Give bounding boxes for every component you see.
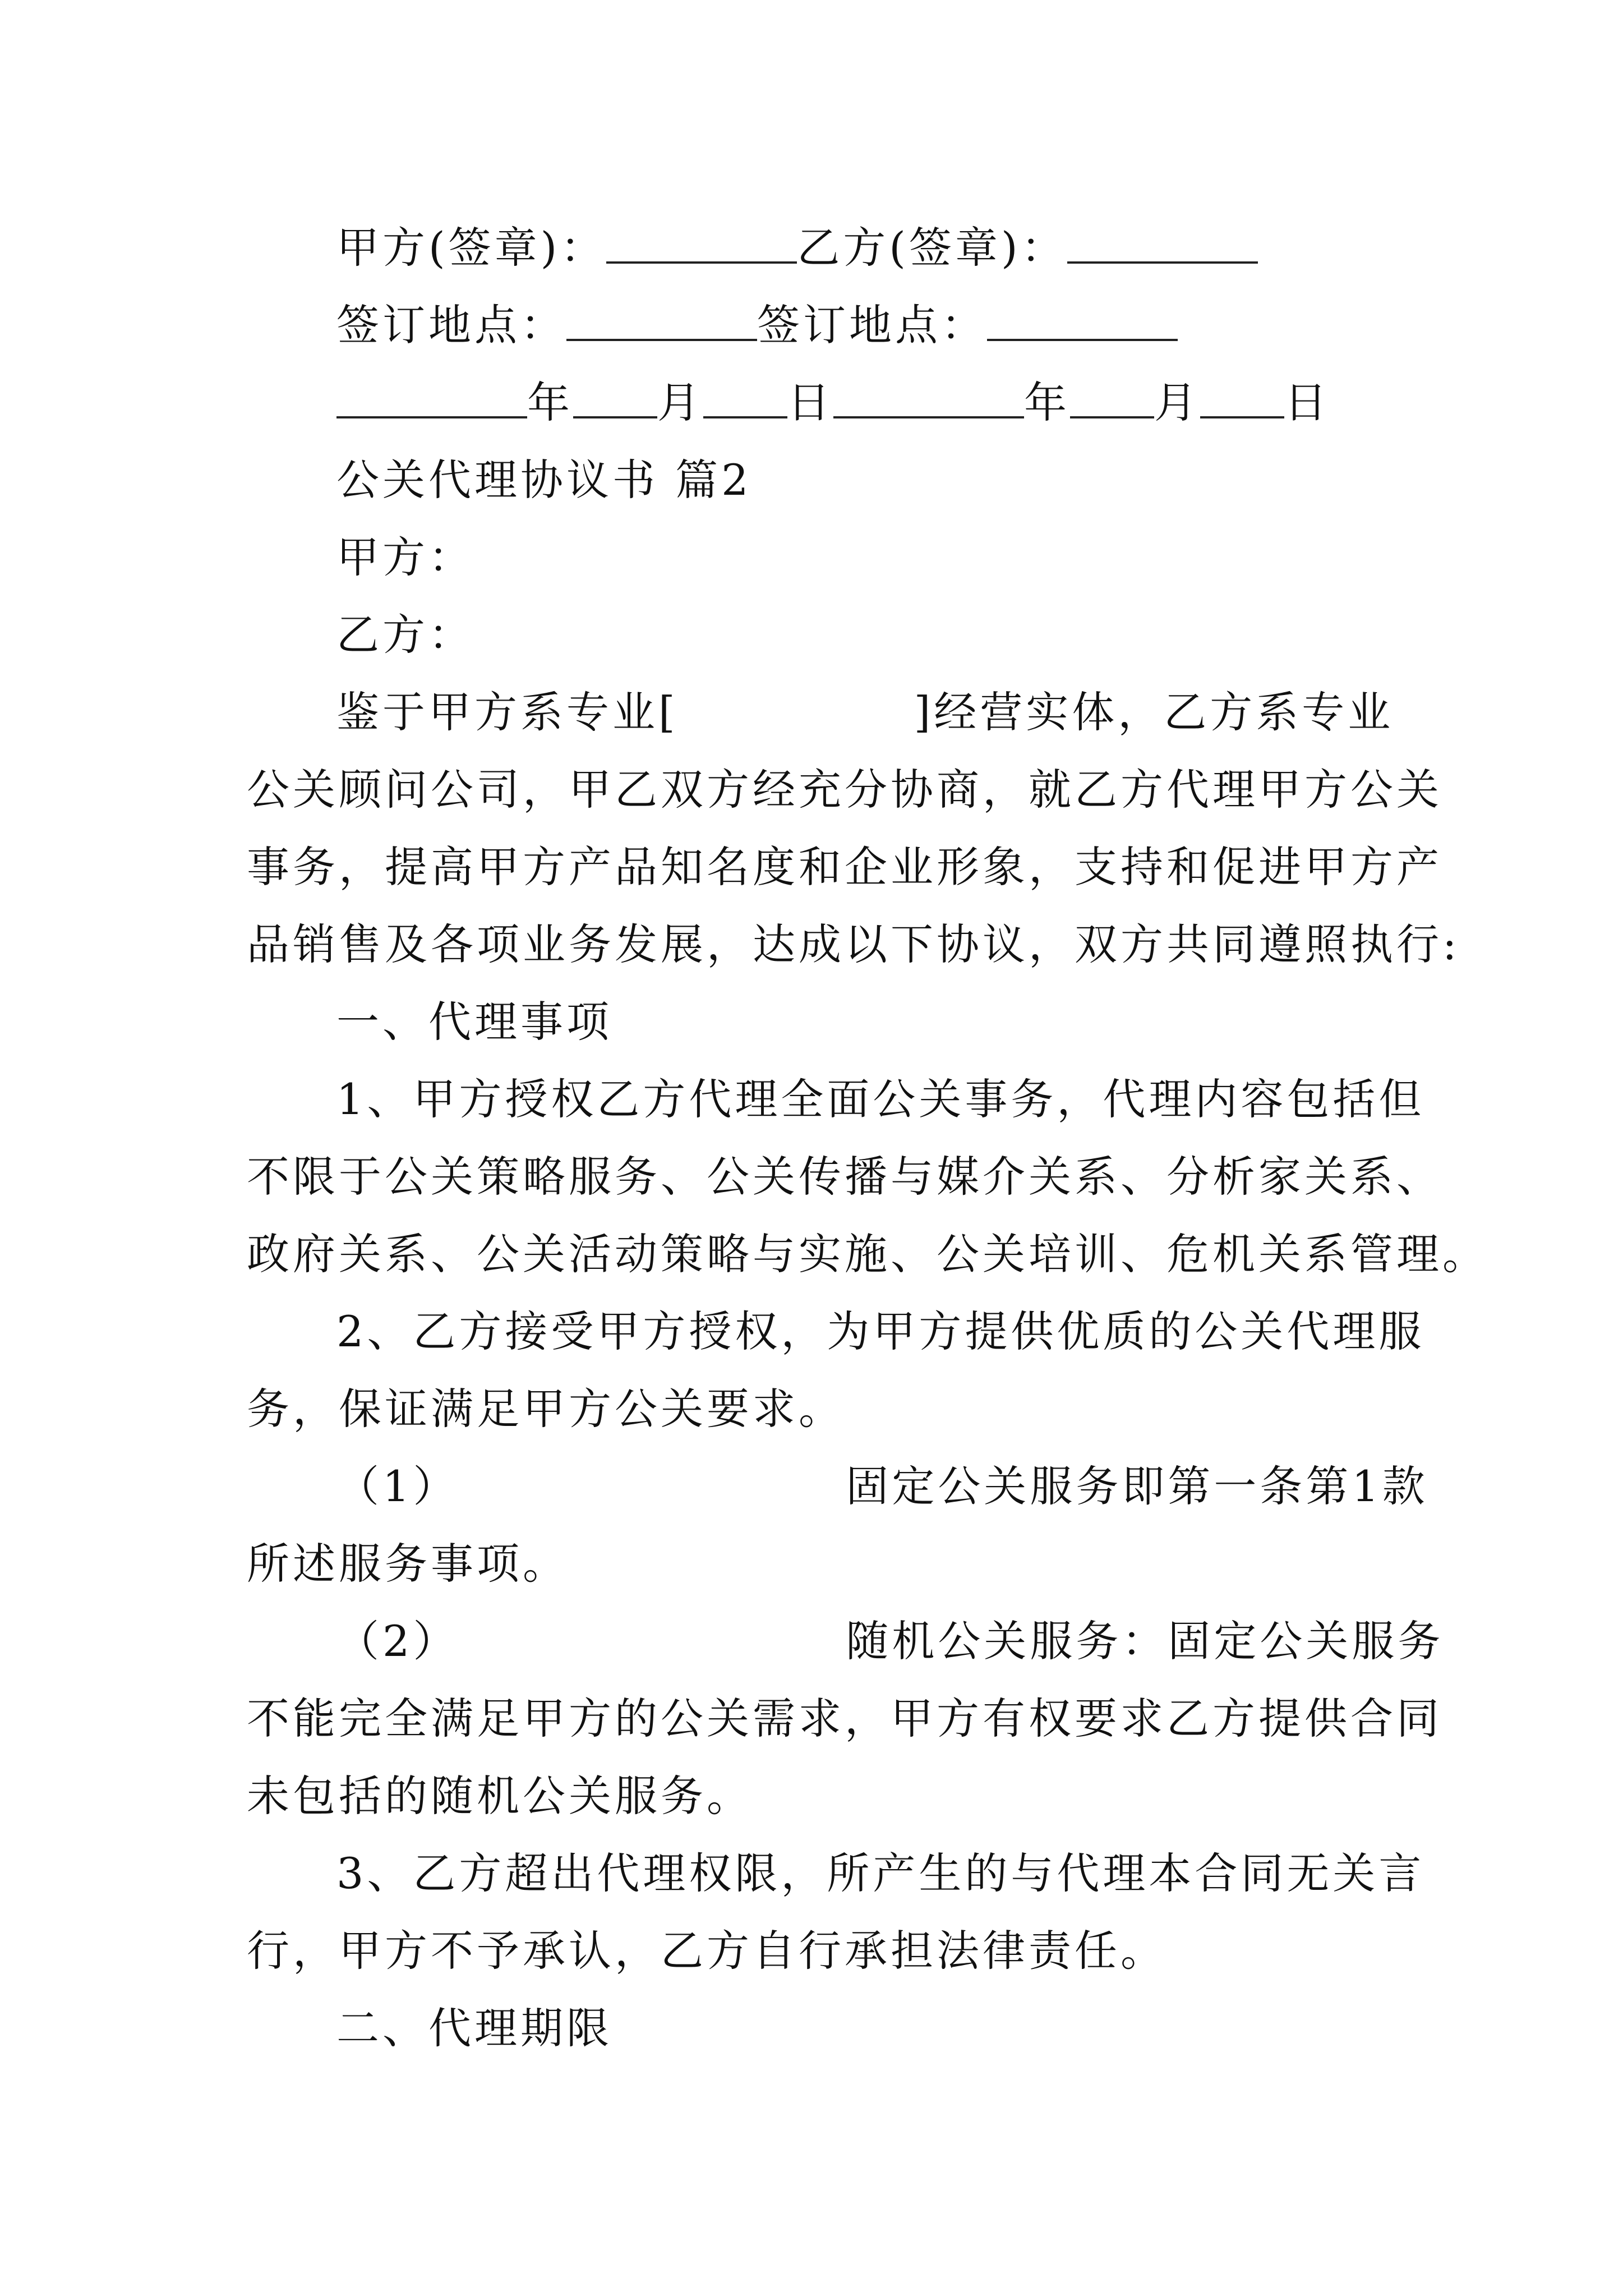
item1-line-2: 不限于公关策略服务、公关传播与媒介关系、分析家关系、 — [247, 1152, 1442, 1202]
day-label-b: 日 — [1284, 378, 1330, 427]
item1-line-3: 政府关系、公关活动策略与实施、公关培训、危机关系管理。 — [247, 1229, 1488, 1279]
party-a-place-label: 签订地点： — [336, 300, 566, 350]
intro-line-3: 事务，提高甲方产品知名度和企业形象，支持和促进甲方产 — [247, 842, 1442, 892]
signature-blank-b — [1067, 259, 1258, 264]
section-title: 公关代理协议书 篇2 — [336, 455, 752, 505]
signature-line — [336, 203, 1391, 293]
day-label-a: 日 — [787, 378, 833, 427]
item2-line-2: 务，保证满足甲方公关要求。 — [247, 1384, 845, 1434]
date-line — [336, 358, 1391, 448]
place-blank-a — [566, 337, 757, 341]
month-blank-b — [1070, 414, 1154, 418]
sub-item1-text: 固定公关服务即第一条第1款 — [846, 1461, 1428, 1511]
item2-line-1: 2、乙方接受甲方授权，为甲方提供优质的公关代理服 — [336, 1306, 1425, 1356]
item3-line-2: 行，甲方不予承认，乙方自行承担法律责任。 — [247, 1926, 1166, 1976]
place-blank-b — [987, 337, 1178, 341]
year-label-a: 年 — [527, 378, 573, 427]
intro-line-2: 公关顾问公司，甲乙双方经充分协商，就乙方代理甲方公关 — [247, 765, 1442, 815]
intro-line-1 — [336, 668, 1394, 757]
party-b-place-label: 签订地点： — [757, 300, 987, 350]
party-b-label: 乙方： — [336, 610, 474, 660]
sub-item2-label: （2） — [336, 1616, 459, 1666]
day-blank-a — [703, 414, 787, 418]
sub-item1-label: （1） — [336, 1461, 459, 1511]
sub-item2-line-1 — [336, 1596, 1444, 1686]
item1-line-1: 1、甲方授权乙方代理全面公关事务，代理内容包括但 — [336, 1074, 1425, 1124]
month-label-a: 月 — [657, 378, 703, 427]
sub-item1-line-2: 所述服务事项。 — [247, 1539, 569, 1589]
month-label-b: 月 — [1154, 378, 1200, 427]
year-blank-b — [833, 414, 1024, 418]
item3-line-1: 3、乙方超出代理权限，所产生的与代理本合同无关言 — [336, 1848, 1425, 1898]
month-blank-a — [573, 414, 657, 418]
heading-agency-matters: 一、代理事项 — [336, 997, 612, 1047]
intro-text-start: 鉴于甲方系专业[ — [336, 687, 679, 737]
signing-place-line — [336, 280, 1391, 370]
heading-agency-term: 二、代理期限 — [336, 2003, 612, 2053]
party-a-label: 甲方： — [336, 532, 474, 582]
year-blank-a — [336, 414, 527, 418]
intro-line-4: 品销售及各项业务发展，达成以下协议，双方共同遵照执行: — [247, 919, 1460, 969]
party-b-signature-label: 乙方(签章)： — [797, 223, 1067, 273]
sub-item2-text: 随机公关服务：固定公关服务 — [846, 1616, 1444, 1666]
sub-item2-line-2: 不能完全满足甲方的公关需求，甲方有权要求乙方提供合同 — [247, 1694, 1442, 1743]
day-blank-b — [1200, 414, 1284, 418]
sub-item2-line-3: 未包括的随机公关服务。 — [247, 1771, 753, 1821]
signature-blank-a — [606, 259, 797, 264]
sub-item1-line-1 — [336, 1442, 1428, 1531]
party-a-signature-label: 甲方(签章)： — [336, 223, 607, 273]
year-label-b: 年 — [1024, 378, 1070, 427]
intro-text-end: ]经营实体，乙方系专业 — [914, 687, 1394, 737]
